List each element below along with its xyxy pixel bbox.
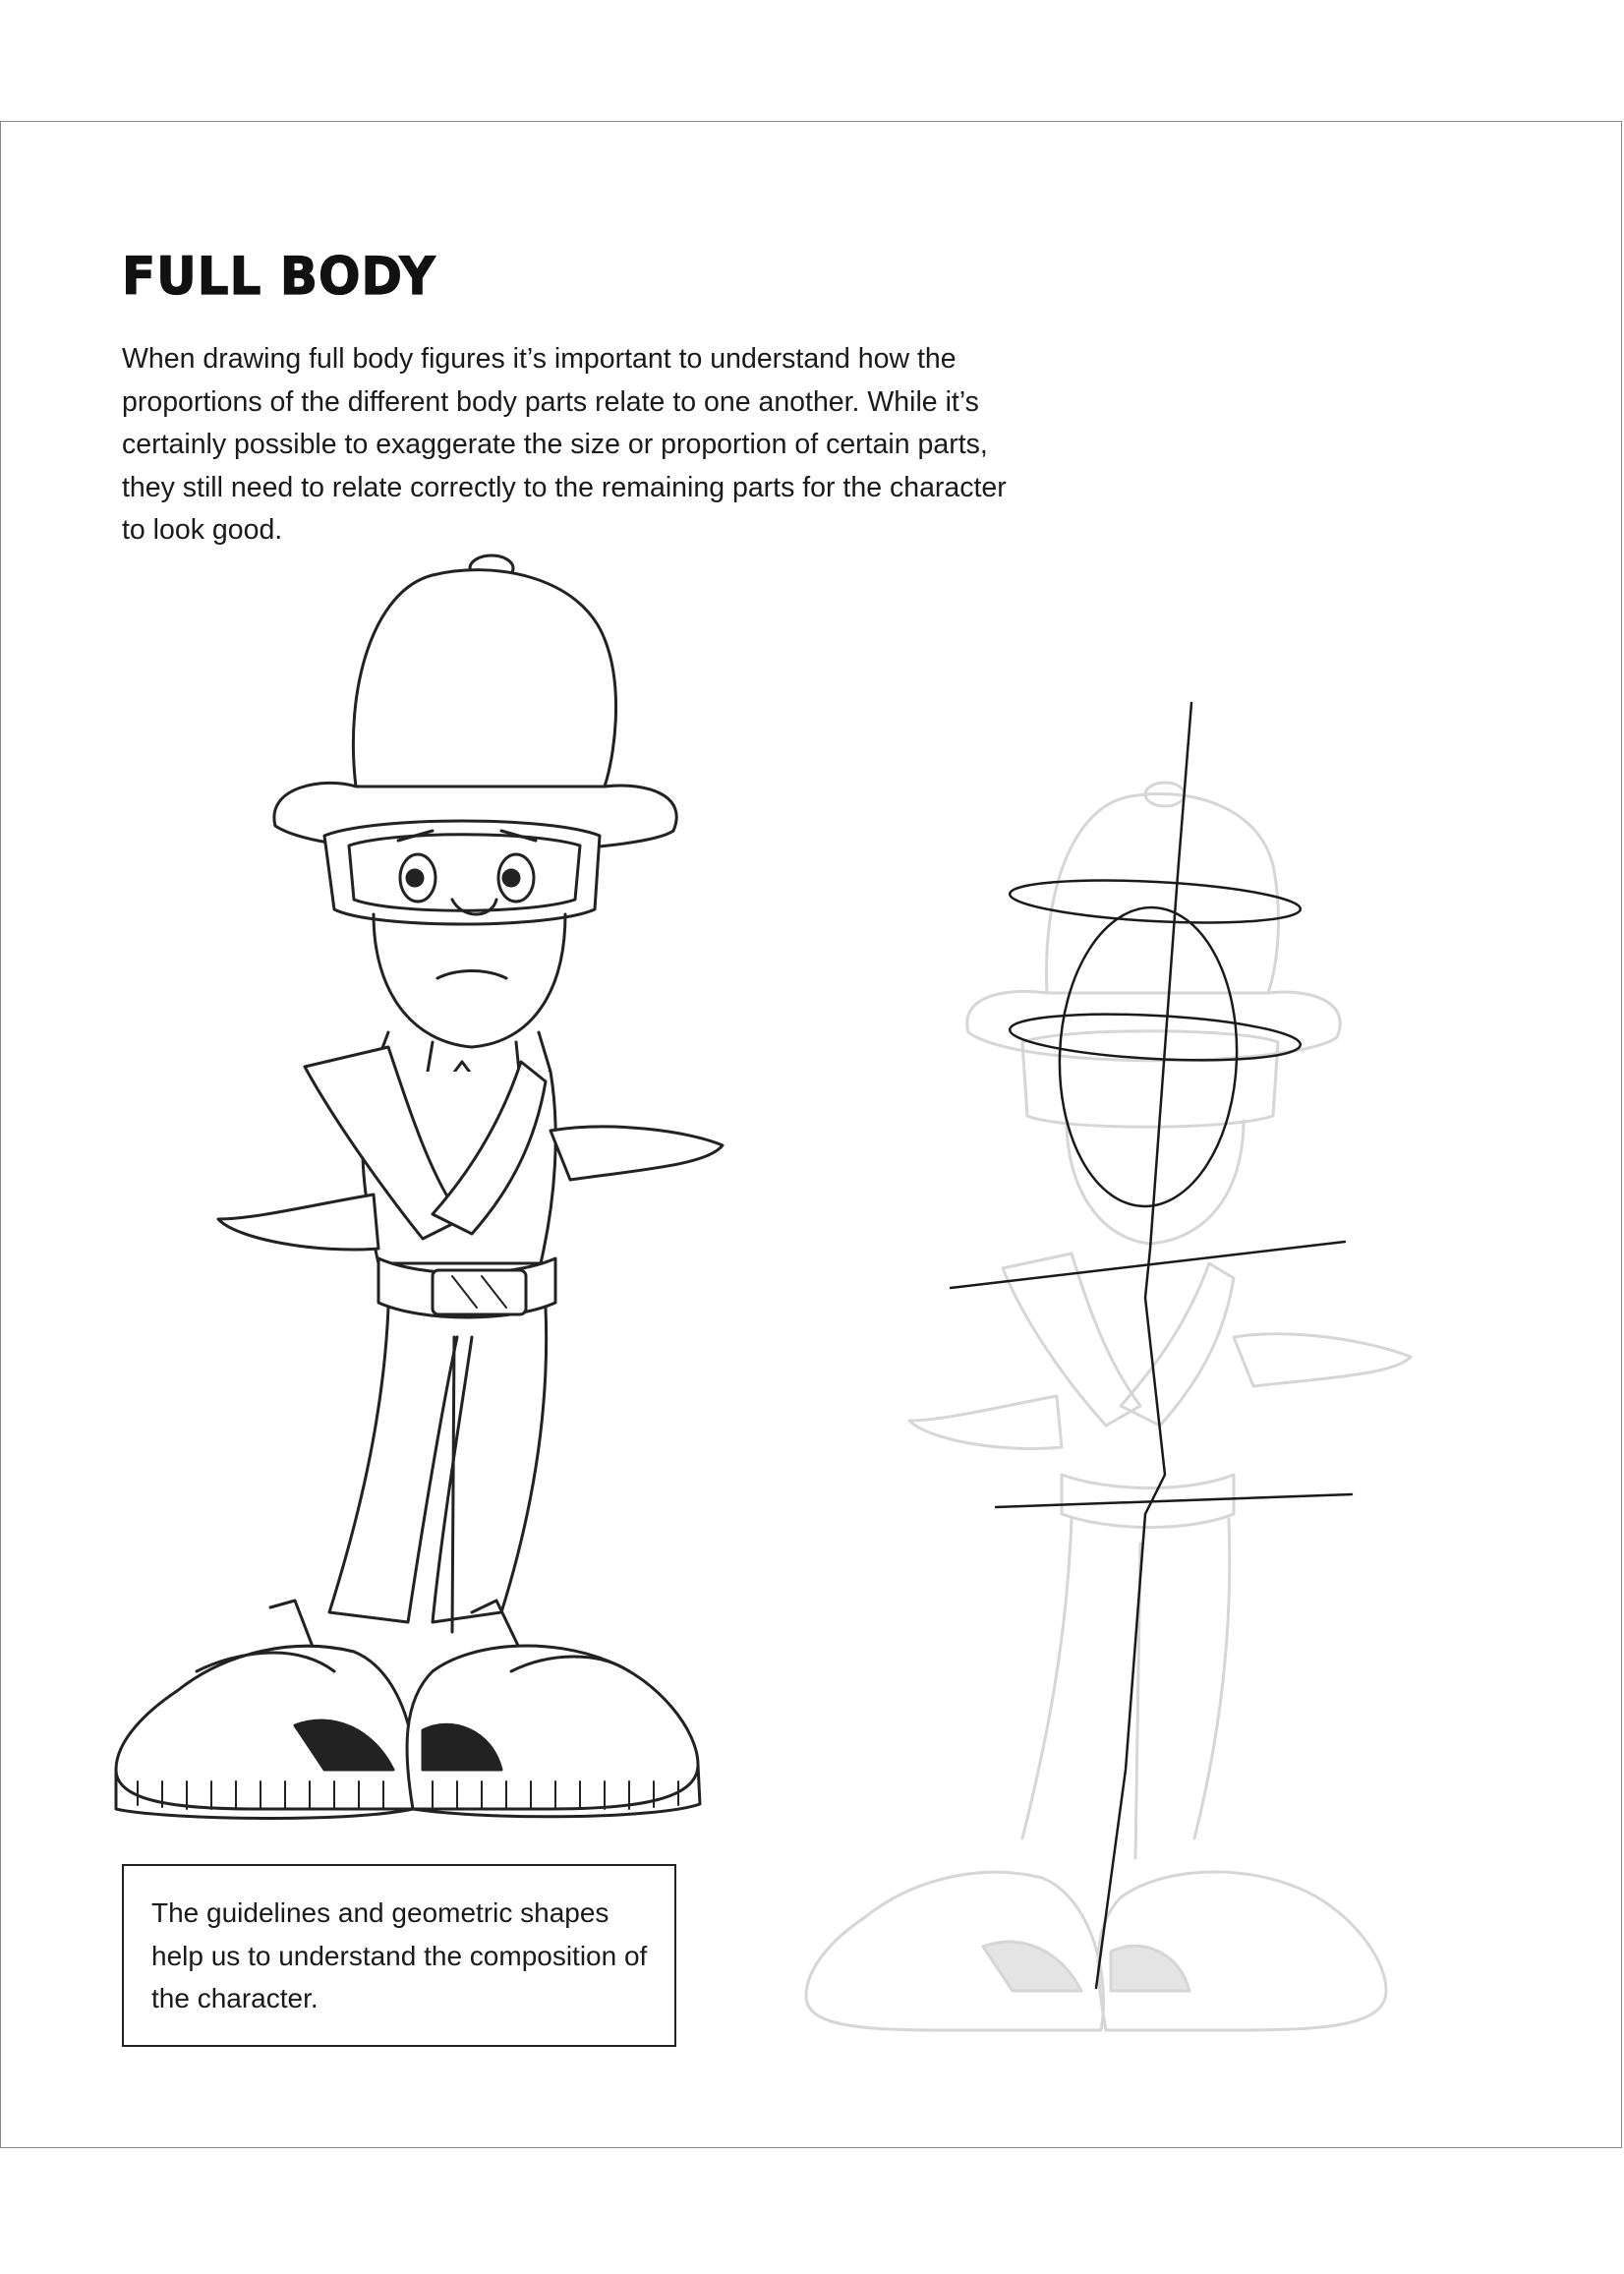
page-title: FULL BODY: [122, 246, 436, 307]
caption-text: The guidelines and geometric shapes help us to understand the composition of the character.: [151, 1897, 648, 2013]
caption-box: [122, 1864, 676, 2047]
intro-paragraph: When drawing full body figures it’s important to understand how the proportions of the different body parts relate to one another. While it’s certainly possible to exaggerate the size or proportion of certain parts, they still need to relate correctly to the remaining parts for the character to look good.: [122, 343, 1007, 546]
